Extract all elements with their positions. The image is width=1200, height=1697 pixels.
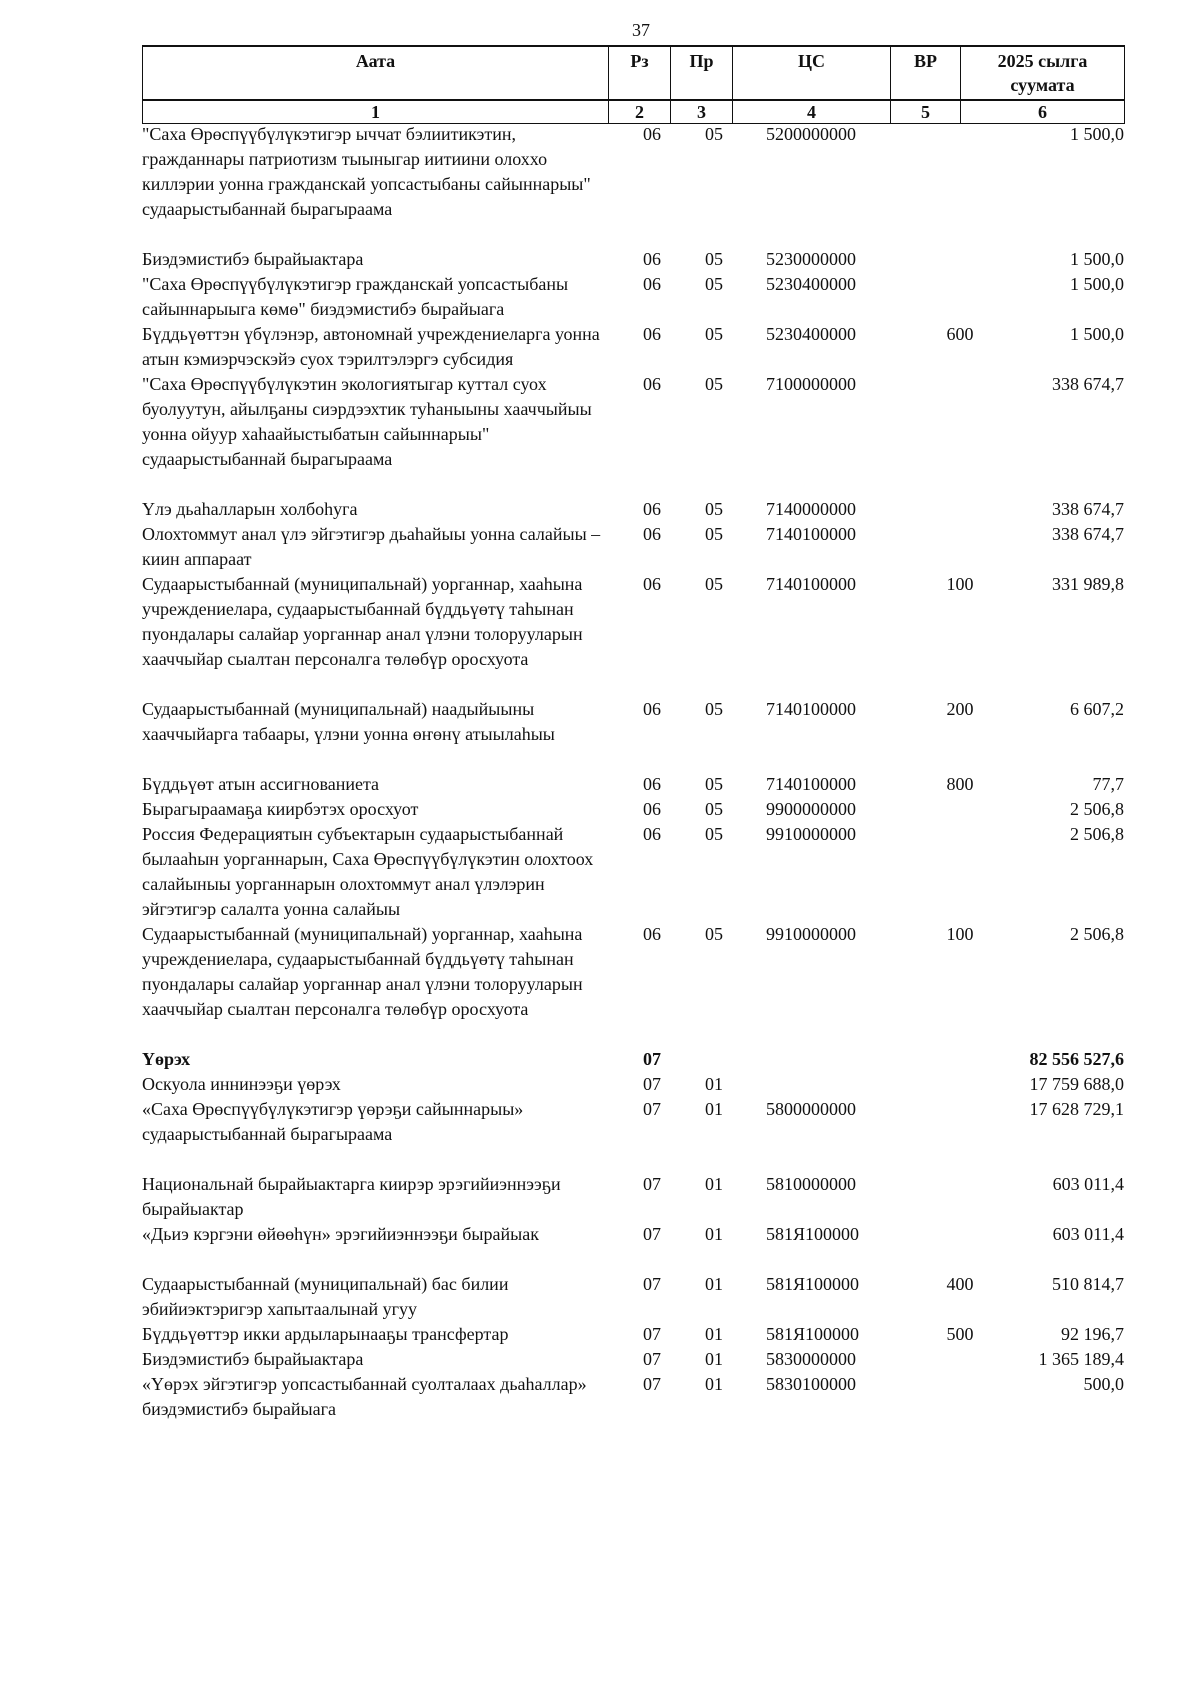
row-pr: 05 [705,524,723,544]
row-amount: 1 365 189,4 [1038,1349,1124,1369]
row-cs: 5800000000 [766,1099,856,1119]
row-rz: 07 [643,1049,661,1069]
row-pr: 05 [705,774,723,794]
table-row [142,322,1124,372]
table-row [142,697,1124,747]
row-pr: 05 [705,924,723,944]
row-amount: 1 500,0 [1070,124,1124,144]
row-amount: 2 506,8 [1070,924,1124,944]
column-header-pr: Пр [671,46,733,100]
row-amount: 338 674,7 [1052,499,1124,519]
row-cs: 9900000000 [766,799,856,819]
table-row [142,1172,1124,1222]
row-name: Биэдэмистибэ бырайыактара [142,1349,364,1369]
row-name: "Саха Өрөспүүбүлүкэтин экологиятыгар куттал суох буолуутун, айылҕаны сиэрдээхтик туһаныыны хааччыйыы уонна ойуур хаһаайыстыбатын сайыннарыы" судаарыстыбаннай бырагыраама [142,374,592,469]
row-rz: 07 [643,1224,661,1244]
row-amount: 338 674,7 [1052,524,1124,544]
row-name: Национальнай бырайыактарга киирэр эрэгийиэннээҕи бырайыактар [142,1174,561,1219]
row-pr: 05 [705,499,723,519]
row-vr: 800 [946,774,974,794]
table-row [142,772,1124,797]
row-vr: 100 [946,924,974,944]
column-header-rz: Рз [609,46,671,100]
column-header-cs: ЦС [733,46,891,100]
row-rz: 06 [643,574,661,594]
row-rz: 07 [643,1074,661,1094]
row-name: Бүддьүөттэн үбүлэнэр, автономнай учреждениеларга уонна атын кэмиэрчэскэйэ суох тэрилтэлэргэ субсидия [142,324,600,369]
column-number: 5 [891,100,961,124]
column-number: 3 [671,100,733,124]
row-cs: 5810000000 [766,1174,856,1194]
row-vr: 400 [946,1274,974,1294]
row-name: Үөрэх [142,1049,191,1069]
row-amount: 603 011,4 [1052,1174,1124,1194]
table-row [142,272,1124,322]
row-cs: 9910000000 [766,824,856,844]
column-number: 1 [143,100,609,124]
row-amount: 92 196,7 [1061,1324,1124,1344]
table-row [142,1097,1124,1147]
table-row [142,372,1124,472]
row-rz: 06 [643,499,661,519]
row-name: Бырагыраамаҕа киирбэтэх оросхуот [142,799,419,819]
row-amount: 1 500,0 [1070,324,1124,344]
row-rz: 06 [643,324,661,344]
table-row-section [142,1047,1124,1072]
row-pr: 01 [705,1324,723,1344]
row-rz: 06 [643,699,661,719]
row-cs: 581Я100000 [766,1224,860,1244]
row-amount: 2 506,8 [1070,799,1124,819]
row-cs: 7140100000 [766,574,856,594]
row-pr: 01 [705,1099,723,1119]
row-rz: 06 [643,774,661,794]
row-pr: 01 [705,1074,723,1094]
row-pr: 05 [705,799,723,819]
row-pr: 05 [705,699,723,719]
table-row [142,497,1124,522]
row-pr: 05 [705,324,723,344]
row-cs: 5830000000 [766,1349,856,1369]
row-pr: 01 [705,1374,723,1394]
table-row [142,572,1124,672]
row-rz: 07 [643,1374,661,1394]
row-cs: 581Я100000 [766,1274,860,1294]
row-cs: 581Я100000 [766,1324,860,1344]
row-name: Биэдэмистибэ бырайыактара [142,249,364,269]
row-amount: 500,0 [1083,1374,1124,1394]
row-name: Үлэ дьаһалларын холбоһуга [142,499,358,519]
row-name: Олохтоммут анал үлэ эйгэтигэр дьаһайыы уонна салайыы – киин аппараат [142,524,601,569]
row-vr: 200 [946,699,974,719]
row-cs: 9910000000 [766,924,856,944]
row-rz: 06 [643,249,661,269]
row-amount: 338 674,7 [1052,374,1124,394]
row-vr: 500 [946,1324,974,1344]
row-name: Судаарыстыбаннай (муниципальнай) наадыйыыны хааччыйарга табаары, үлэни уонна өҥөнү атыылаһыы [142,699,555,744]
row-name: Судаарыстыбаннай (муниципальнай) уорганнар, хааһына учреждениелара, судаарыстыбаннай бүддьүөтү таһынан пуондалары салайар уорганнар анал үлэни толорууларын хааччыйар сыалтан персоналга төлөбүр оросхуота [142,924,583,1019]
row-pr: 01 [705,1349,723,1369]
row-name: Судаарыстыбаннай (муниципальнай) уорганнар, хааһына учреждениелара, судаарыстыбаннай бүддьүөтү таһынан пуондалары салайар уорганнар анал үлэни толорууларын хааччыйар сыалтан персоналга төлөбүр оросхуота [142,574,583,669]
row-rz: 06 [643,524,661,544]
row-amount: 6 607,2 [1070,699,1124,719]
row-name: Бүддьүөттэр икки ардыларынааҕы трансфертар [142,1324,509,1344]
table-body [142,122,1124,1422]
row-cs: 7100000000 [766,374,856,394]
row-rz: 06 [643,124,661,144]
table-row [142,1072,1124,1097]
table-header [142,45,1125,124]
table-row [142,1347,1124,1372]
row-rz: 07 [643,1324,661,1344]
row-rz: 06 [643,799,661,819]
column-number: 6 [961,100,1125,124]
row-cs: 5200000000 [766,124,856,144]
row-name: "Саха Өрөспүүбүлүкэтигэр гражданскай уопсастыбаны сайыннарыыга көмө" биэдэмистибэ бырайыага [142,274,569,319]
row-pr: 05 [705,374,723,394]
table-row [142,1372,1124,1422]
row-name: Оскуола иннинээҕи үөрэх [142,1074,341,1094]
row-name: «Саха Өрөспүүбүлүкэтигэр үөрэҕи сайыннарыы» судаарыстыбаннай бырагыраама [142,1099,524,1144]
row-pr: 05 [705,124,723,144]
row-amount: 82 556 527,6 [1029,1049,1124,1069]
column-number: 4 [733,100,891,124]
row-vr: 600 [946,324,974,344]
table-row [142,1322,1124,1347]
row-cs: 7140000000 [766,499,856,519]
row-rz: 06 [643,374,661,394]
column-header-vr: ВР [891,46,961,100]
row-pr: 05 [705,574,723,594]
row-rz: 07 [643,1274,661,1294]
row-cs: 7140100000 [766,699,856,719]
row-vr: 100 [946,574,974,594]
row-name: «Дьиэ кэргэни өйөөһүн» эрэгийиэннээҕи бырайыак [142,1224,539,1244]
table-row [142,797,1124,822]
row-rz: 07 [643,1099,661,1119]
row-cs: 7140100000 [766,774,856,794]
row-rz: 06 [643,824,661,844]
row-cs: 5230400000 [766,324,856,344]
row-amount: 510 814,7 [1052,1274,1124,1294]
row-cs: 7140100000 [766,524,856,544]
row-pr: 01 [705,1274,723,1294]
table-row [142,922,1124,1022]
page-number: 37 [632,20,650,40]
table-row [142,522,1124,572]
row-cs: 5230000000 [766,249,856,269]
row-pr: 01 [705,1174,723,1194]
row-pr: 05 [705,274,723,294]
row-pr: 05 [705,249,723,269]
row-name: «Үөрэх эйгэтигэр уопсастыбаннай суолталаах дьаһаллар» биэдэмистибэ бырайыага [142,1374,587,1419]
row-rz: 07 [643,1174,661,1194]
row-rz: 07 [643,1349,661,1369]
row-amount: 603 011,4 [1052,1224,1124,1244]
row-name: Россия Федерациятын субъектарын судаарыстыбаннай былааһын уорганнарын, Саха Өрөспүүбүлүкэтин олохтоох салайыныы уорганнарын олохтоммут анал үлэлэрин эйгэтигэр салалта уонна салайыы [142,824,594,919]
table-row [142,1272,1124,1322]
row-cs: 5830100000 [766,1374,856,1394]
column-number: 2 [609,100,671,124]
row-amount: 77,7 [1092,774,1124,794]
row-amount: 17 759 688,0 [1029,1074,1124,1094]
row-pr: 05 [705,824,723,844]
row-name: Бүддьүөт атын ассигнованиета [142,774,380,794]
row-name: Судаарыстыбаннай (муниципальнай) бас билии эбийиэктэригэр хапытаалынай угуу [142,1274,509,1319]
row-amount: 1 500,0 [1070,274,1124,294]
row-amount: 331 989,8 [1052,574,1124,594]
row-amount: 1 500,0 [1070,249,1124,269]
row-pr: 01 [705,1224,723,1244]
table-row [142,822,1124,922]
column-header-amount: 2025 сылга суумата [961,46,1125,100]
table-row [142,122,1124,222]
row-amount: 17 628 729,1 [1029,1099,1124,1119]
row-amount: 2 506,8 [1070,824,1124,844]
row-rz: 06 [643,924,661,944]
row-rz: 06 [643,274,661,294]
table-row [142,1222,1124,1247]
table-row [142,247,1124,272]
row-name: "Саха Өрөспүүбүлүкэтигэр ыччат бэлиитикэтин, гражданнары патриотизм тыыныгар иитиини олоххо киллэрии уонна гражданскай уопсастыбаны сайыннарыы" судаарыстыбаннай бырагыраама [142,124,591,219]
row-cs: 5230400000 [766,274,856,294]
column-header-name: Аата [143,46,609,100]
